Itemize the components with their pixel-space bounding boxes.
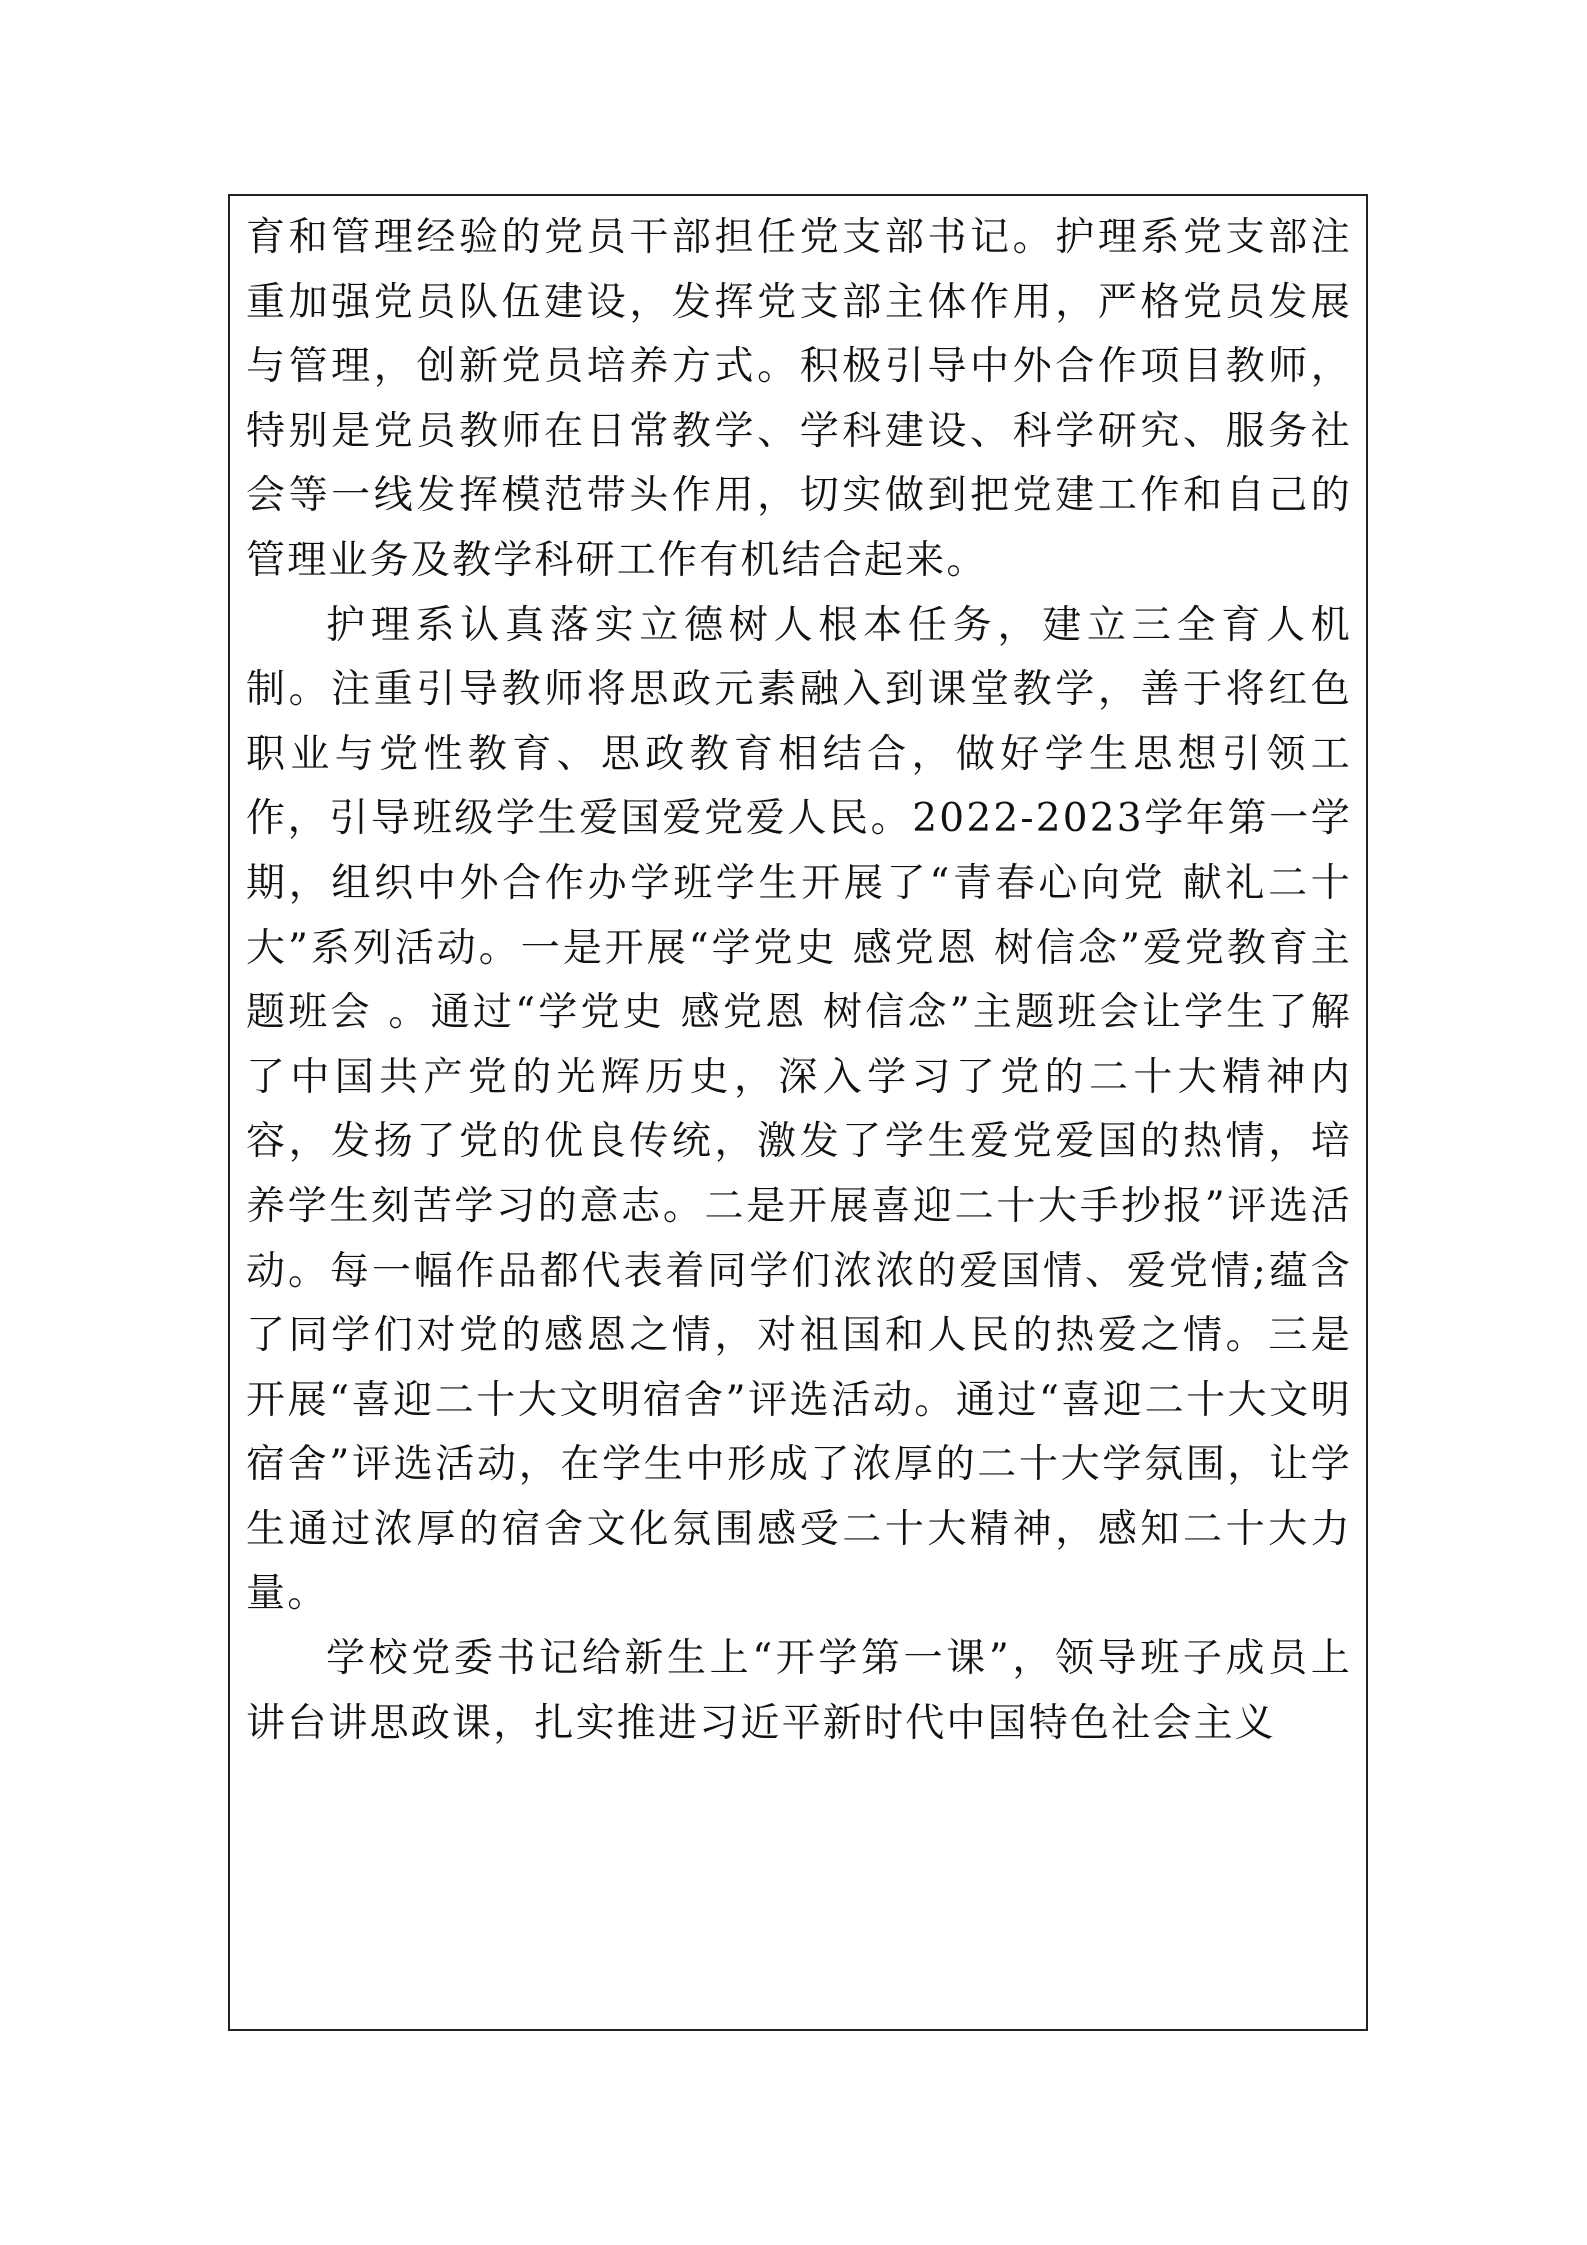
paragraph-first-lesson: 学校党委书记给新生上“开学第一课”，领导班子成员上讲台讲思政课，扎实推进习近平新时代中国特色社会主义 bbox=[246, 1636, 1352, 1746]
paragraph-nursing-activities: 护理系认真落实立德树人根本任务，建立三全育人机制。注重引导教师将思政元素融入到课堂教学，善于将红色职业与党性教育、思政教育相结合，做好学生思想引领工作，引导班级学生爱国爱党爱人民。2022-2023学年第一学期，组织中外合作办学班学生开展了“青春心向党 献礼二十大”系列活动。一是开展“学党史 感党恩 树信念”爱党教育主题班会 。通过“学党史 感党恩 树信念”主题班会让学生了解了中国共产党的光辉历史，深入学习了党的二十大精神内容，发扬了党的优良传统，激发了学生爱党爱国的热情，培养学生刻苦学习的意志。二是开展喜迎二十大手抄报”评选活动。每一幅作品都代表着同学们浓浓的爱国情、爱党情;蕴含了同学们对党的感恩之情，对祖国和人民的热爱之情。三是开展“喜迎二十大文明宿舍”评选活动。通过“喜迎二十大文明宿舍”评选活动，在学生中形成了浓厚的二十大学氛围，让学生通过浓厚的宿舍文化氛围感受二十大精神，感知二十大力量。 bbox=[246, 602, 1352, 1617]
content-frame bbox=[228, 194, 1368, 2031]
paragraph-party-branch: 育和管理经验的党员干部担任党支部书记。护理系党支部注重加强党员队伍建设，发挥党支部主体作用，严格党员发展与管理，创新党员培养方式。积极引导中外合作项目教师，特别是党员教师在日常教学、学科建设、科学研究、服务社会等一线发挥模范带头作用，切实做到把党建工作和自己的管理业务及教学科研工作有机结合起来。 bbox=[246, 215, 1352, 583]
